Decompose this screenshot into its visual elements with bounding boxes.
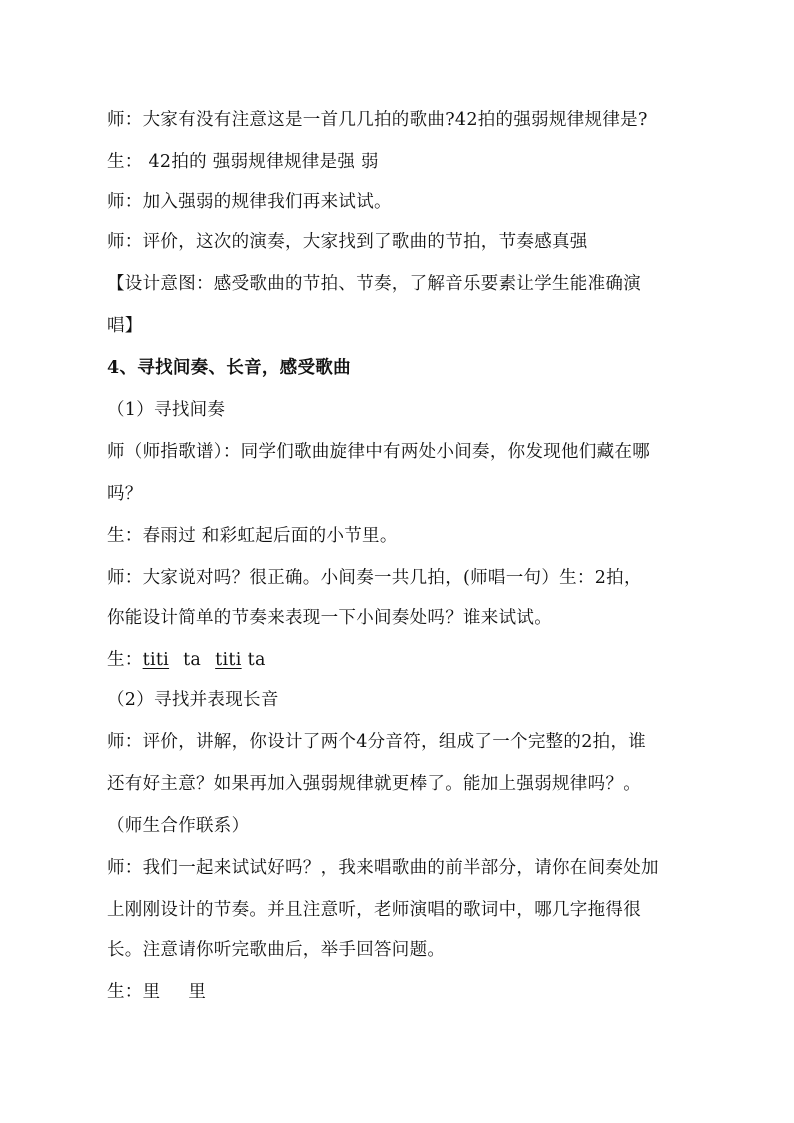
rhythm-ta-2: ta [247, 650, 266, 670]
rhythm-line [107, 648, 707, 672]
text-line-21: 长。注意请你听完歌曲后，举手回答问题。 [107, 940, 446, 960]
rhythm-ta-1: ta [183, 650, 202, 670]
text-line-5: 【设计意图：感受歌曲的节拍、节奏，了解音乐要素让学生能准确演 [107, 274, 641, 294]
text-line-13: 你能设计简单的节奏来表现一下小间奏处吗？谁来试试。 [107, 608, 552, 628]
section-heading: 4、寻找间奏、长音，感受歌曲 [107, 358, 351, 378]
text-line-18: （师生合作联系） [107, 816, 250, 836]
answer-word-2: 里 [188, 982, 207, 1002]
text-line-10: 吗？ [107, 484, 143, 504]
answer-line [107, 980, 707, 1004]
answer-word-1: 里 [142, 982, 161, 1002]
text-line-17: 还有好主意？如果再加入强弱规律就更棒了。能加上强弱规律吗？。 [107, 774, 641, 794]
text-line-19: 师：我们一起来试试好吗？，我来唱歌曲的前半部分，请你在间奏处加 [107, 858, 659, 878]
answer-prefix: 生： [107, 982, 143, 1002]
rhythm-prefix: 生： [107, 650, 143, 670]
text-line-12: 师：大家说对吗？很正确。小间奏一共几拍，(师唱一句）生：2拍， [107, 568, 642, 588]
text-line-3: 师：加入强弱的规律我们再来试试。 [107, 192, 392, 212]
text-line-11: 生：春雨过 和彩虹起后面的小节里。 [107, 526, 398, 546]
text-line-6: 唱】 [107, 316, 143, 336]
text-line-2: 生： 42拍的 强弱规律规律是强 弱 [107, 152, 379, 172]
text-line-9: 师（师指歌谱）：同学们歌曲旋律中有两处小间奏，你发现他们藏在哪 [107, 442, 651, 462]
text-line-4: 师：评价，这次的演奏，大家找到了歌曲的节拍，节奏感真强 [107, 232, 588, 252]
rhythm-titi-1: titi [142, 650, 170, 670]
text-line-20: 上刚刚设计的节奏。并且注意听，老师演唱的歌词中，哪几字拖得很 [107, 900, 641, 920]
subsection-heading-2: （2）寻找并表现长音 [107, 690, 279, 710]
text-line-1: 师：大家有没有注意这是一首几几拍的歌曲?42拍的强弱规律规律是? [107, 110, 648, 130]
text-line-16: 师：评价，讲解，你设计了两个4分音符，组成了一个完整的2拍，谁 [107, 732, 647, 752]
rhythm-titi-2: titi [215, 650, 242, 670]
subsection-heading-1: （1）寻找间奏 [107, 400, 226, 420]
